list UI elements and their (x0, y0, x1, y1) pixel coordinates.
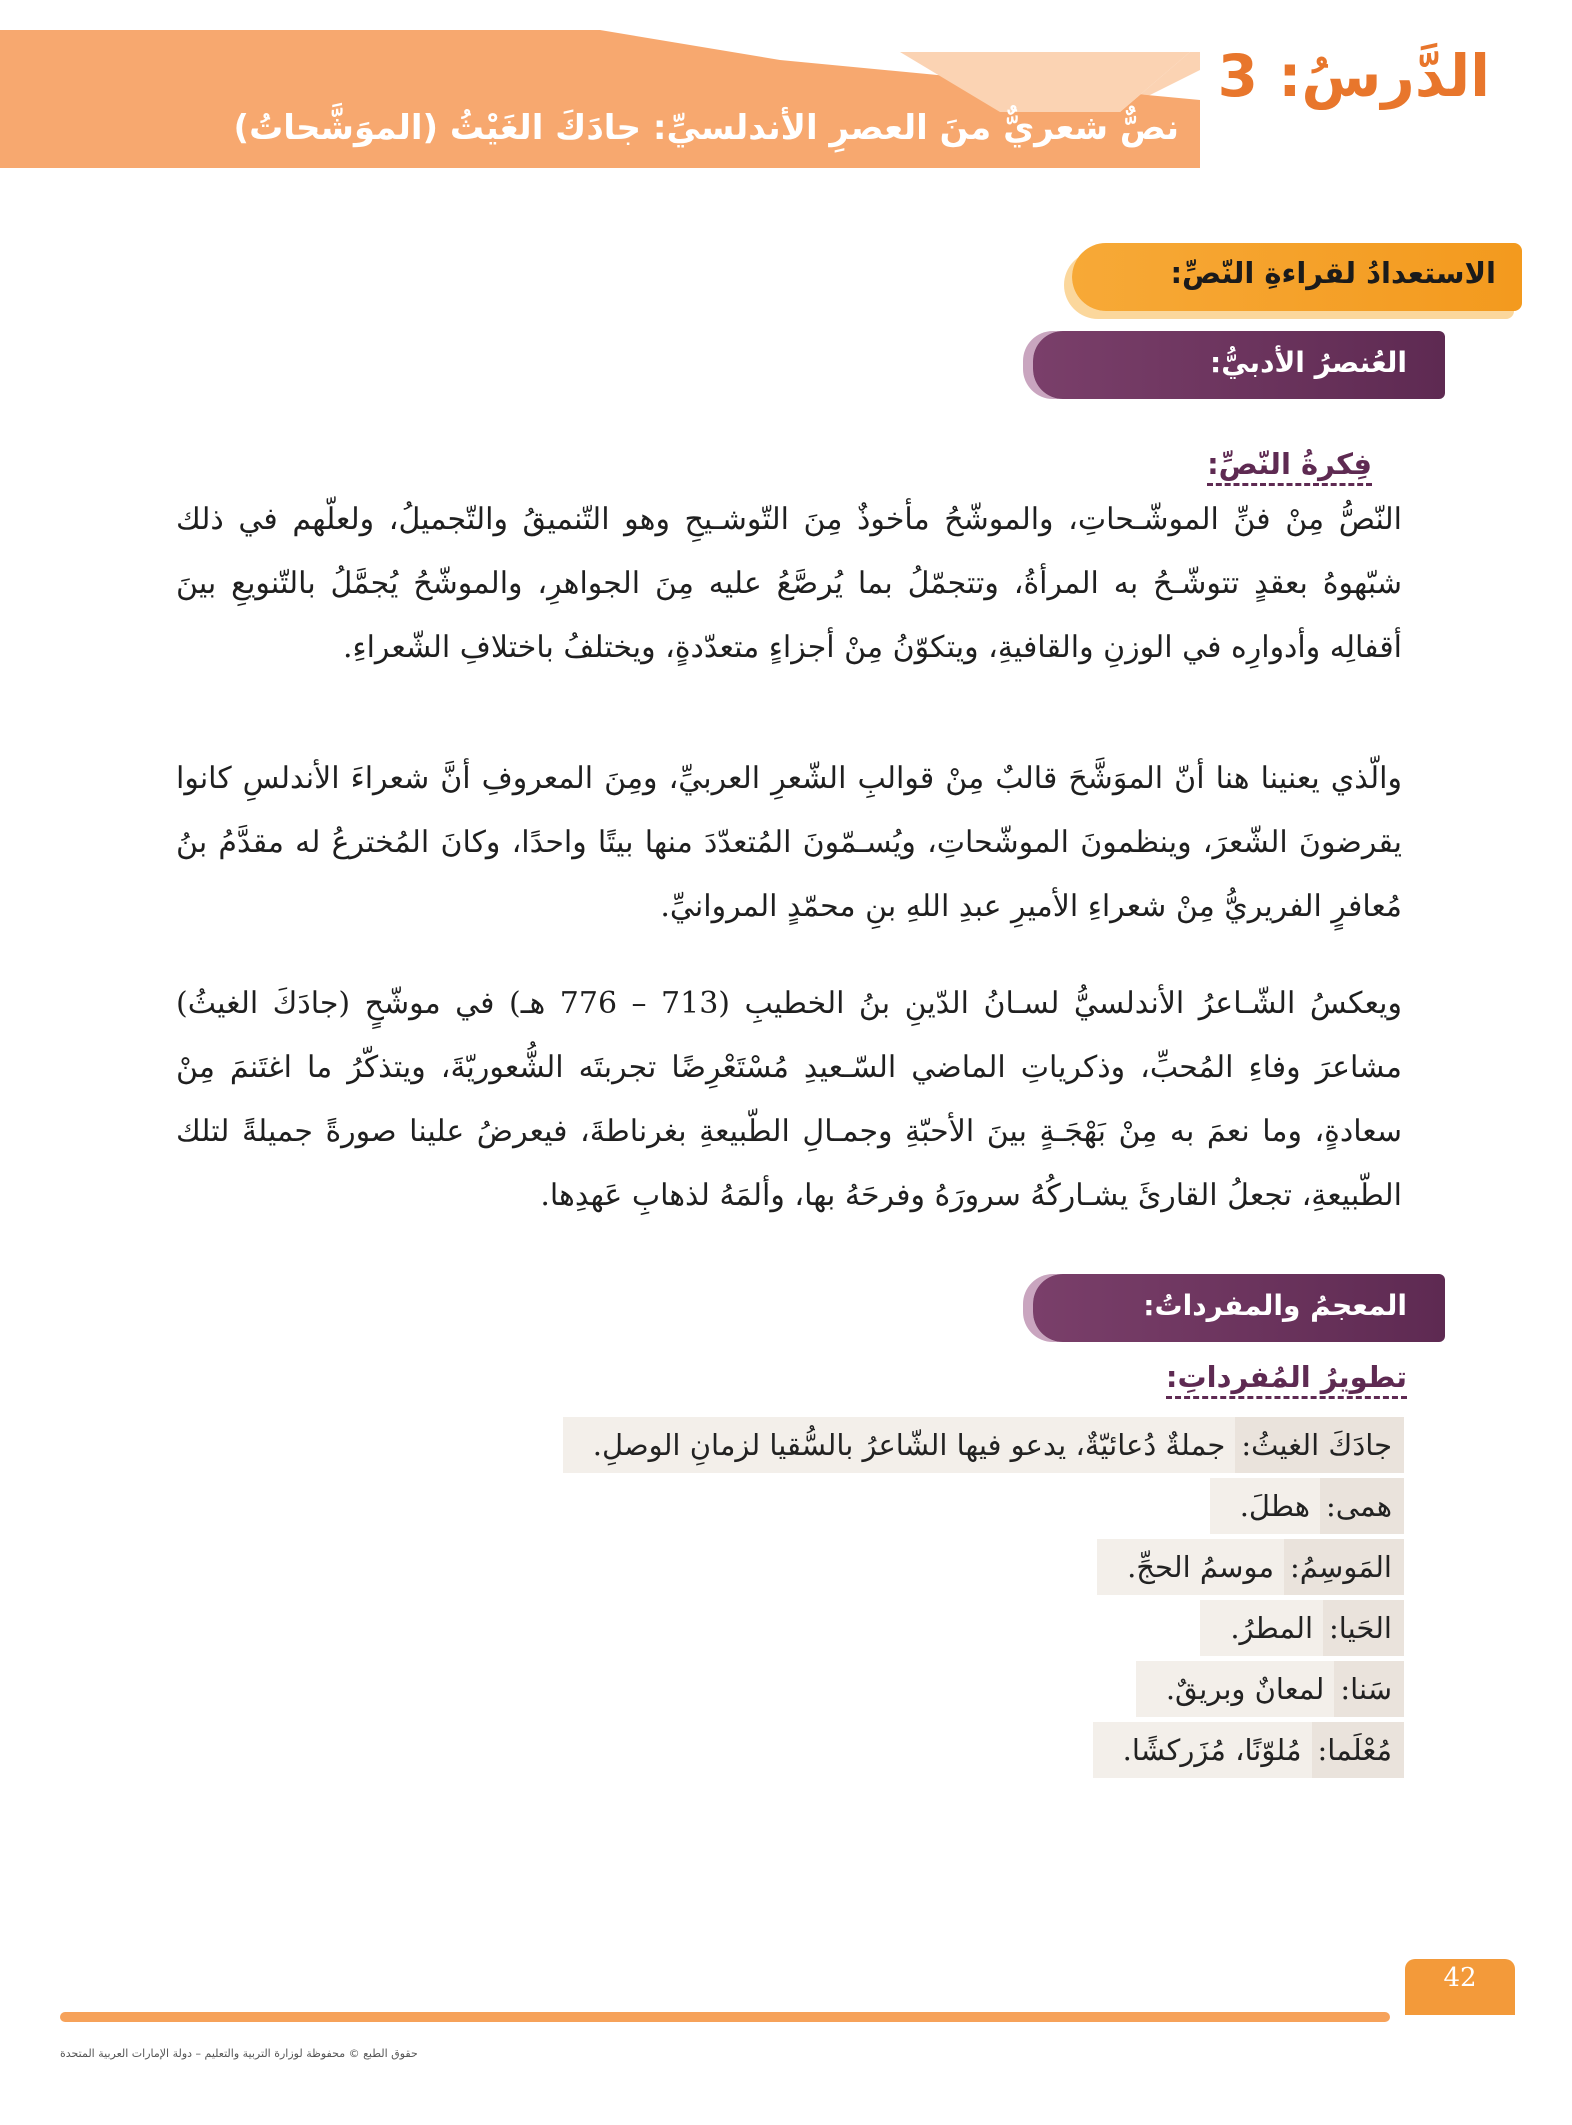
vocab-term: المَوسِمُ: (1284, 1539, 1404, 1595)
vocab-item (1136, 1661, 1404, 1717)
vocab-term: جادَكَ الغيثُ: (1235, 1417, 1404, 1473)
vocab-definition: موسمُ الحجِّ. (1097, 1539, 1284, 1595)
lesson-title: الدَّرسُ: 3 (1217, 42, 1490, 110)
paragraph-3: ويعكسُ الشّـاعرُ الأندلسيُّ لسـانُ الدّينِ بنُ الخطيبِ (713 – 776 هـ) في موشّحٍ (جادَكَ الغيثُ) مشاعرَ وفاءِ المُحبِّ، وذكرياتِ الماضي السّـعيدِ مُسْتَعْرِضًا تجربتَه الشُّعوريّةَ، ويتذكّرُ ما اغتَنمَ مِنْ سعادةٍ، وما نعمَ به مِنْ بَهْجَـةٍ بينَ الأحبّةِ وجمـالِ الطّبيعةِ بغرناطةَ، فيعرضُ علينا صورةً جميلةً لتلك الطّبيعةِ، تجعلُ القارئَ يشـاركُهُ سرورَهُ وفرحَهُ بها، وألمَهُ لذهابِ عَهدِها. (176, 986, 1402, 1213)
literary-element-heading-pill (1033, 331, 1445, 399)
paragraph-2: والّذي يعنينا هنا أنّ الموَشَّحَ قالبٌ مِنْ قوالبِ الشّعرِ العربيِّ، ومِنَ المعروفِ أنَّ شعراءَ الأندلسِ كانوا يقرضونَ الشّعرَ، وينظمونَ الموشّحاتِ، ويُسـمّونَ المُتعدّدَ منها بيتًا واحدًا، وكانَ المُخترعُ له مقدَّمُ بنُ مُعافرٍ الفريريُّ مِنْ شعراءِ الأميرِ عبدِ اللهِ بنِ محمّدٍ المروانيِّ. (176, 761, 1402, 924)
vocab-term: همى: (1320, 1478, 1404, 1534)
vocab-definition: جملةٌ دُعائيّةٌ، يدعو فيها الشّاعرُ بالسُّقيا لزمانِ الوصلِ. (563, 1417, 1236, 1473)
vocab-item (1093, 1722, 1404, 1778)
paragraph-1: النّصُّ مِنْ فنِّ الموشّـحاتِ، والموشّحُ مأخوذٌ مِنَ التّوشـيحِ وهو التّنميقُ والتّجميلُ، ولعلّهم في ذلك شبّهوهُ بعقدٍ تتوشّـحُ به المرأةُ، وتتجمّلُ بما يُرصَّعُ عليه مِنَ الجواهرِ، والموشّحُ يُجمَّلُ بالتّنويعِ بينَ أقفالِه وأدوارِه في الوزنِ والقافيةِ، ويتكوّنُ مِنْ أجزاءٍ متعدّدةٍ، ويختلفُ باختلافِ الشّعراءِ. (176, 502, 1402, 665)
footer-bar (60, 2012, 1390, 2022)
vocab-term: الحَيا: (1323, 1600, 1404, 1656)
vocab-term: سَنا: (1334, 1661, 1404, 1717)
lesson-subtitle: نصٌّ شعريٌّ منَ العصرِ الأندلسيِّ: جادَكَ الغَيْثُ (الموَشَّحاتُ) (233, 108, 1179, 148)
lexicon-heading: المعجمُ والمفرداتُ: (1143, 1289, 1407, 1322)
text-idea-heading: فِكرةُ النّصِّ: (1207, 447, 1372, 486)
vocab-definition: لمعانٌ وبريقٌ. (1136, 1661, 1335, 1717)
vocab-item (1200, 1600, 1404, 1656)
vocab-term: مُعْلَما: (1312, 1722, 1405, 1778)
page-number: 42 (1443, 1963, 1477, 1993)
vocab-definition: مُلوّنًا، مُزَركشًا. (1093, 1722, 1312, 1778)
vocab-item (1097, 1539, 1404, 1595)
lexicon-heading-pill (1033, 1274, 1445, 1342)
vocab-definition: هطلَ. (1210, 1478, 1320, 1534)
preparation-heading-pill (1072, 243, 1522, 311)
copyright-text: حقوق الطبع © محفوظة لوزارة التربية والتعليم – دولة الإمارات العربية المتحدة (60, 2047, 418, 2060)
literary-element-heading: العُنصرُ الأدبيُّ: (1210, 346, 1407, 379)
vocab-item (563, 1417, 1404, 1473)
preparation-heading: الاستعدادُ لقراءةِ النّصِّ: (1170, 256, 1496, 290)
vocab-item (1210, 1478, 1404, 1534)
vocab-development-heading: تطويرُ المُفرداتِ: (1166, 1360, 1407, 1399)
vocab-definition: المطرُ. (1200, 1600, 1323, 1656)
